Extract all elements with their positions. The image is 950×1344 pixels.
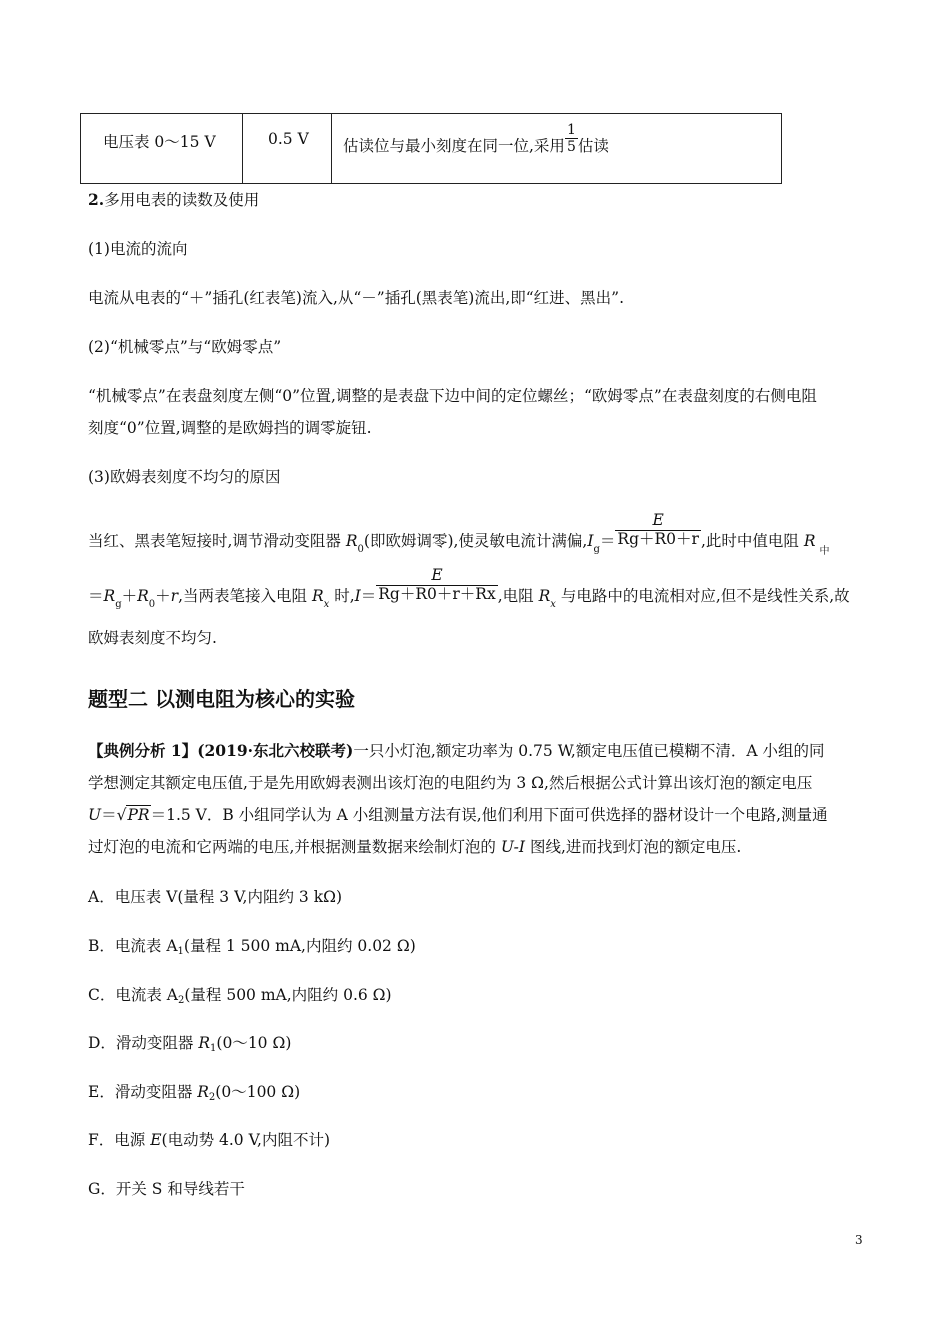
paragraph-zero-points-line2: 刻度“0”位置,调整的是欧姆挡的调零旋钮. [88, 419, 372, 437]
example-line-3: U＝√PR＝1.5 V．B 小组同学认为 A 小组测量方法有误,他们利用下面可供选择的器材设计一个电路,测量通 [88, 806, 828, 824]
formula-line-1: 当红、黑表笔短接时,调节滑动变阻器 $R_0$(即欧姆调零),使灵敏电流计满偏$,I_g=$ $\frac{E}{Rg+R0+r}$ ,此时中值电阻 $R_中$ [88, 511, 830, 558]
fraction-one-fifth: $\frac{1}{5}$ [566, 122, 576, 156]
page-number: 3 [855, 1233, 863, 1247]
table-cell-meter [81, 114, 243, 183]
fraction-ig: $\frac{E}{Rg+R0+r}$ [617, 511, 699, 548]
sqrt-symbol: √ [116, 806, 127, 824]
example-line-1: 【典例分析 1】(2019·东北六校联考)一只小灯泡,额定功率为 0.75 W,额定电压值已模糊不清．A 小组的同 [88, 741, 825, 760]
reading-table [80, 113, 782, 184]
option-g: G．开关 S 和导线若干 [88, 1180, 245, 1198]
option-a: A．电压表 V(量程 3 V,内阻约 3 kΩ) [88, 888, 342, 906]
subsection-2-title: (2)“机械零点”与“欧姆零点” [88, 338, 282, 356]
option-c: C．电流表 $A_2$(量程 500 mA,内阻约 0.6 Ω) [88, 986, 392, 1006]
formula-conclusion: 欧姆表刻度不均匀. [88, 629, 217, 647]
meter-label: 电压表 0～15 V [103, 133, 216, 151]
formula-line-2: $=R_g+R_0+r$,当两表笔接入电阻 $R_x$ 时,I＝ $\frac{E}{Rg+R0+r+Rx}$ ,电阻 $R_x$ 与电路中的电流相对应,但不是线性关系,故 [88, 566, 850, 611]
subsection-1-title: (1)电流的流向 [88, 240, 188, 258]
option-b: B．电流表 $A_1$(量程 1 500 mA,内阻约 0.02 Ω) [88, 937, 416, 957]
example-line-4: 过灯泡的电流和它两端的电压,并根据测量数据来绘制灯泡的 U-I 图线,进而找到灯泡的额定电压. [88, 838, 742, 856]
paragraph-zero-points-line1: “机械零点”在表盘刻度左侧“0”位置,调整的是表盘下边中间的定位螺丝；“欧姆零点”在表盘刻度的右侧电阻 [88, 387, 817, 405]
subsection-3-title: (3)欧姆表刻度不均匀的原因 [88, 468, 281, 486]
section-heading: 题型二 以测电阻为核心的实验 [88, 687, 355, 711]
example-source: (2019·东北六校联考) [197, 741, 354, 760]
option-f: F．电源 E(电动势 4.0 V,内阻不计) [88, 1131, 331, 1149]
example-line-2: 学想测定其额定电压值,于是先用欧姆表测出该灯泡的电阻约为 3 Ω,然后根据公式计算出该灯泡的额定电压 [88, 774, 813, 792]
table-cell-rule: 估读位与最小刻度在同一位,采用 $\frac{1}{5}$ 估读 [343, 122, 609, 156]
table-cell-min-div [243, 114, 332, 183]
option-e: E．滑动变阻器 $R_2(0\sim 100$ Ω) [88, 1083, 301, 1103]
section-title: 2.多用电表的读数及使用 [88, 190, 260, 209]
paragraph-current-direction: 电流从电表的“＋”插孔(红表笔)流入,从“－”插孔(黑表笔)流出,即“红进、黑出”. [88, 289, 625, 307]
example-tag: 【典例分析 1】 [88, 741, 198, 760]
fraction-i: $\frac{E}{Rg+R0+r+Rx}$ [378, 566, 496, 603]
min-division: 0.5 V [268, 130, 309, 148]
option-d: D．滑动变阻器 $R_1(0\sim 10$ Ω) [88, 1034, 292, 1054]
sqrt-radicand: PR [127, 806, 150, 824]
